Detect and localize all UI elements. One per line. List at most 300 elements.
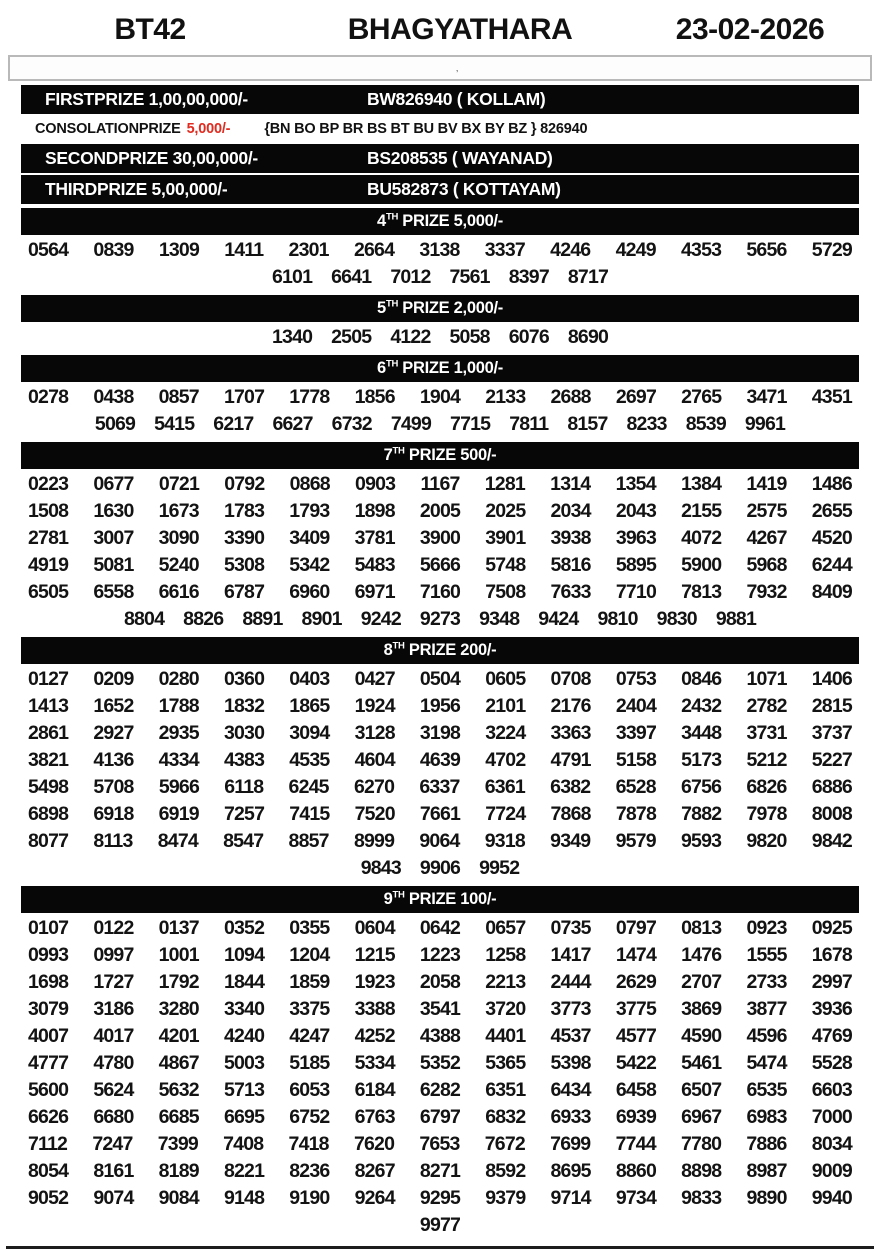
ticket-number: 2629 [615, 971, 656, 993]
ticket-number: 0137 [158, 917, 199, 939]
ticket-number: 7620 [353, 1133, 395, 1155]
number-row [0, 915, 880, 942]
ticket-number: 2927 [93, 722, 134, 744]
ticket-number: 1652 [93, 695, 134, 717]
ticket-number: 1783 [223, 500, 265, 522]
third-prize-winner: BU582873 ( KOTTAYAM) [367, 179, 561, 199]
ticket-number: 4604 [354, 749, 395, 771]
ticket-number: 9842 [811, 830, 852, 852]
ticket-number: 0352 [223, 917, 265, 939]
number-row [0, 1050, 880, 1077]
ticket-number: 4017 [93, 1025, 134, 1047]
number-row [0, 579, 880, 606]
second-prize-bar [21, 144, 859, 173]
section-header [21, 295, 859, 322]
ticket-number: 1856 [354, 386, 395, 408]
ticket-number: 1215 [354, 944, 395, 966]
ticket-number: 5003 [223, 1052, 265, 1074]
print-speck: ’ [456, 69, 459, 80]
ticket-number: 6752 [289, 1106, 330, 1128]
ticket-number: 0813 [681, 917, 722, 939]
ticket-number: 0642 [419, 917, 461, 939]
ticket-number: 1727 [93, 971, 134, 993]
ticket-number: 8054 [28, 1160, 69, 1182]
ticket-number: 3737 [811, 722, 852, 744]
ticket-number: 4769 [811, 1025, 852, 1047]
ticket-number: 8547 [223, 830, 264, 852]
ticket-number: 6458 [615, 1079, 656, 1101]
consolation-row [21, 116, 859, 142]
ticket-number: 4246 [550, 239, 591, 261]
ticket-number: 3775 [615, 998, 656, 1020]
ticket-number: 9084 [158, 1187, 199, 1209]
consolation-amount: 5,000/- [186, 121, 231, 137]
ticket-number: 1281 [484, 473, 525, 495]
ticket-number: 1865 [289, 695, 330, 717]
ticket-number: 4401 [485, 1025, 526, 1047]
ticket-number: 8860 [615, 1160, 656, 1182]
ticket-number: 5966 [158, 776, 199, 798]
ticket-number: 0127 [28, 668, 69, 690]
ticket-number: 7000 [811, 1106, 852, 1128]
ticket-number: 0993 [28, 944, 69, 966]
ticket-number: 4590 [681, 1025, 722, 1047]
ticket-number: 8161 [93, 1160, 134, 1182]
ticket-number: 8539 [685, 413, 726, 435]
ticket-number: 4007 [28, 1025, 69, 1047]
ticket-number: 5816 [550, 554, 591, 576]
ticket-number: 2133 [485, 386, 526, 408]
number-row [0, 1185, 880, 1212]
ticket-number: 4252 [354, 1025, 395, 1047]
ticket-number: 7811 [509, 413, 549, 435]
ticket-number: 6732 [331, 413, 372, 435]
ticket-number: 6756 [680, 776, 722, 798]
ticket-number: 4334 [158, 749, 199, 771]
ticket-number: 0403 [289, 668, 330, 690]
number-row [0, 774, 880, 801]
ticket-number: 9830 [656, 608, 697, 630]
ticket-number: 5173 [681, 749, 722, 771]
number-row [0, 411, 880, 438]
ticket-number: 9379 [485, 1187, 526, 1209]
ticket-number: 6505 [28, 581, 69, 603]
ticket-number: 0438 [93, 386, 134, 408]
number-row [0, 1104, 880, 1131]
number-row [0, 969, 880, 996]
ticket-number: 9881 [715, 608, 757, 630]
section-title: 4TH PRIZE 5,000/- [377, 211, 503, 230]
number-row [0, 801, 880, 828]
ticket-number: 5900 [681, 554, 722, 576]
section-title: 9TH PRIZE 100/- [383, 889, 497, 908]
ticket-number: 7780 [680, 1133, 722, 1155]
ticket-number: 7672 [484, 1133, 525, 1155]
ticket-number: 4136 [93, 749, 134, 771]
number-row [0, 1023, 880, 1050]
ticket-number: 7661 [419, 803, 461, 825]
ticket-number: 2213 [485, 971, 526, 993]
masthead [0, 10, 880, 52]
ticket-number: 9977 [419, 1214, 461, 1236]
third-prize-bar [21, 175, 859, 204]
ticket-number: 2815 [811, 695, 852, 717]
ticket-number: 3781 [354, 527, 395, 549]
ticket-number: 5748 [485, 554, 526, 576]
ticket-number: 9349 [550, 830, 591, 852]
ticket-number: 5474 [746, 1052, 787, 1074]
section-title: 6TH PRIZE 1,000/- [377, 358, 503, 377]
first-prize-bar [21, 85, 859, 114]
ticket-number: 9009 [811, 1160, 852, 1182]
ticket-number: 5422 [615, 1052, 656, 1074]
ticket-number: 7882 [681, 803, 722, 825]
ticket-number: 0564 [28, 239, 69, 261]
ticket-number: 1707 [223, 386, 265, 408]
ticket-number: 5632 [158, 1079, 199, 1101]
ticket-number: 6245 [288, 776, 329, 798]
ticket-number: 1354 [615, 473, 656, 495]
ticket-number: 2688 [550, 386, 591, 408]
ticket-number: 1309 [158, 239, 199, 261]
ticket-number: 4351 [811, 386, 852, 408]
ticket-number: 3869 [681, 998, 722, 1020]
ticket-number: 5227 [811, 749, 852, 771]
second-prize-label: SECONDPRIZE 30,00,000/- [45, 148, 258, 168]
ticket-number: 1555 [746, 944, 787, 966]
ticket-number: 5483 [354, 554, 395, 576]
ticket-number: 2101 [485, 695, 526, 717]
ticket-number: 9843 [360, 857, 401, 879]
ticket-number: 7257 [223, 803, 265, 825]
ticket-number: 5415 [154, 413, 195, 435]
ticket-number: 0504 [419, 668, 461, 690]
ticket-number: 1923 [354, 971, 395, 993]
number-row [0, 828, 880, 855]
ticket-number: 9295 [419, 1187, 461, 1209]
ticket-number: 8236 [289, 1160, 330, 1182]
ticket-number: 6603 [811, 1079, 852, 1101]
ticket-number: 2301 [288, 239, 329, 261]
section-header [21, 442, 859, 469]
prize-section [0, 886, 880, 1239]
number-row [0, 606, 880, 633]
ticket-number: 0209 [93, 668, 134, 690]
ticket-number: 3186 [93, 998, 134, 1020]
ticket-number: 3030 [223, 722, 265, 744]
ticket-number: 6832 [485, 1106, 526, 1128]
ticket-number: 3388 [354, 998, 395, 1020]
ticket-number: 0846 [681, 668, 722, 690]
section-header [21, 886, 859, 913]
ticket-number: 8826 [183, 608, 224, 630]
ticket-number: 0708 [550, 668, 591, 690]
ticket-number: 1486 [811, 473, 852, 495]
ticket-number: 5069 [94, 413, 136, 435]
ticket-number: 6787 [223, 581, 265, 603]
ticket-number: 1223 [419, 944, 461, 966]
ticket-number: 6217 [213, 413, 254, 435]
ticket-number: 3448 [681, 722, 722, 744]
third-prize-label: THIRDPRIZE 5,00,000/- [45, 179, 228, 199]
ticket-number: 4596 [746, 1025, 787, 1047]
ticket-number: 8267 [354, 1160, 395, 1182]
ticket-number: 9273 [419, 608, 461, 630]
ticket-number: 4383 [223, 749, 265, 771]
ticket-number: 2782 [746, 695, 787, 717]
ticket-number: 9820 [746, 830, 787, 852]
ticket-number: 9961 [744, 413, 786, 435]
consolation-winners: {BN BO BP BR BS BT BU BV BX BY BZ } 826940 [264, 121, 588, 137]
ticket-number: 3079 [28, 998, 69, 1020]
ticket-number: 3337 [484, 239, 525, 261]
ticket-number: 2155 [681, 500, 722, 522]
ticket-number: 0753 [615, 668, 656, 690]
ticket-number: 1411 [224, 239, 264, 261]
ticket-number: 0839 [93, 239, 134, 261]
ticket-number: 6983 [746, 1106, 787, 1128]
section-title: 5TH PRIZE 2,000/- [377, 298, 503, 317]
number-row [0, 324, 880, 351]
ticket-number: 8474 [157, 830, 198, 852]
ticket-number: 3963 [615, 527, 656, 549]
ticket-number: 8695 [550, 1160, 591, 1182]
ticket-number: 5713 [223, 1079, 265, 1101]
ticket-number: 1406 [811, 668, 852, 690]
ticket-number: 8898 [681, 1160, 722, 1182]
ticket-number: 7878 [615, 803, 656, 825]
ticket-number: 1844 [223, 971, 265, 993]
ticket-number: 0868 [289, 473, 330, 495]
ticket-number: 6184 [354, 1079, 395, 1101]
ticket-number: 5308 [223, 554, 265, 576]
ticket-number: 9833 [681, 1187, 722, 1209]
ticket-number: 1340 [271, 326, 313, 348]
ticket-number: 3340 [223, 998, 265, 1020]
ticket-number: 8690 [567, 326, 609, 348]
ticket-number: 0604 [354, 917, 395, 939]
ticket-number: 0355 [289, 917, 330, 939]
ticket-number: 6118 [224, 776, 264, 798]
ticket-number: 1698 [28, 971, 69, 993]
number-row [0, 384, 880, 411]
ticket-number: 4201 [158, 1025, 199, 1047]
ticket-number: 8189 [158, 1160, 199, 1182]
ticket-number: 1167 [420, 473, 460, 495]
ticket-number: 1793 [289, 500, 330, 522]
ticket-number: 3128 [354, 722, 395, 744]
ticket-number: 7744 [615, 1133, 656, 1155]
ticket-number: 8999 [353, 830, 395, 852]
number-row [0, 264, 880, 291]
ticket-number: 0735 [550, 917, 591, 939]
ticket-number: 3198 [419, 722, 461, 744]
ticket-number: 5666 [419, 554, 461, 576]
ticket-number: 9952 [479, 857, 520, 879]
ticket-number: 1859 [289, 971, 330, 993]
ticket-number: 6282 [419, 1079, 461, 1101]
number-row [0, 747, 880, 774]
ticket-number: 9734 [615, 1187, 656, 1209]
ticket-number: 2505 [331, 326, 372, 348]
ticket-number: 6434 [550, 1079, 591, 1101]
prize-sections [0, 208, 880, 1239]
ticket-number: 7932 [746, 581, 787, 603]
ticket-number: 7520 [354, 803, 395, 825]
ticket-number: 2025 [485, 500, 526, 522]
ticket-number: 6685 [158, 1106, 199, 1128]
ticket-number: 8857 [288, 830, 329, 852]
ticket-number: 6507 [681, 1079, 722, 1101]
ticket-number: 8804 [123, 608, 165, 630]
ticket-number: 6939 [615, 1106, 656, 1128]
ticket-number: 0997 [93, 944, 134, 966]
ticket-number: 9190 [289, 1187, 330, 1209]
ticket-number: 6960 [289, 581, 330, 603]
ticket-number: 2765 [681, 386, 722, 408]
ticket-number: 4249 [615, 239, 656, 261]
ticket-number: 4535 [289, 749, 330, 771]
ticket-number: 9242 [360, 608, 401, 630]
ticket-number: 5352 [419, 1052, 461, 1074]
ticket-number: 5240 [158, 554, 199, 576]
lottery-name: BHAGYATHARA [347, 13, 573, 46]
ticket-number: 9148 [223, 1187, 265, 1209]
ticket-number: 2444 [550, 971, 591, 993]
ticket-number: 2404 [615, 695, 656, 717]
ticket-number: 6886 [811, 776, 852, 798]
ticket-number: 4353 [680, 239, 722, 261]
ticket-number: 3877 [746, 998, 787, 1020]
ticket-number: 6053 [289, 1079, 330, 1101]
ticket-number: 9714 [550, 1187, 591, 1209]
ticket-number: 5334 [354, 1052, 395, 1074]
ticket-number: 2575 [746, 500, 787, 522]
ticket-number: 9593 [680, 830, 722, 852]
ticket-number: 4247 [289, 1025, 330, 1047]
ticket-number: 1778 [289, 386, 330, 408]
ticket-number: 3397 [615, 722, 656, 744]
ticket-number: 7012 [390, 266, 431, 288]
ticket-number: 0797 [615, 917, 656, 939]
ticket-number: 1476 [681, 944, 722, 966]
number-row [0, 237, 880, 264]
ticket-number: 7160 [419, 581, 461, 603]
prize-section [0, 208, 880, 291]
ticket-number: 5158 [615, 749, 656, 771]
ticket-number: 7978 [746, 803, 787, 825]
ticket-number: 6270 [353, 776, 395, 798]
ticket-number: 6826 [746, 776, 787, 798]
ticket-number: 3773 [550, 998, 591, 1020]
ticket-number: 5058 [449, 326, 490, 348]
ticket-number: 6919 [158, 803, 199, 825]
number-row [0, 471, 880, 498]
ticket-number: 3936 [811, 998, 852, 1020]
ticket-number: 5342 [289, 554, 330, 576]
ticket-number: 6898 [28, 803, 69, 825]
ticket-number: 0605 [485, 668, 526, 690]
empty-strip [8, 55, 872, 81]
number-row [0, 525, 880, 552]
ticket-number: 7508 [485, 581, 526, 603]
ticket-number: 2664 [353, 239, 395, 261]
ticket-number: 4240 [223, 1025, 265, 1047]
ticket-number: 2176 [550, 695, 591, 717]
ticket-number: 0677 [93, 473, 134, 495]
ticket-number: 0280 [158, 668, 199, 690]
ticket-number: 8717 [567, 266, 609, 288]
ticket-number: 1508 [28, 500, 69, 522]
ticket-number: 8891 [242, 608, 283, 630]
ticket-number: 5729 [811, 239, 852, 261]
ticket-number: 0360 [223, 668, 265, 690]
ticket-number: 5365 [485, 1052, 526, 1074]
ticket-number: 8901 [301, 608, 342, 630]
section-header [21, 208, 859, 235]
ticket-number: 4537 [550, 1025, 591, 1047]
ticket-number: 8034 [811, 1133, 852, 1155]
ticket-number: 7561 [449, 266, 490, 288]
ticket-number: 6528 [615, 776, 656, 798]
ticket-number: 2935 [158, 722, 199, 744]
ticket-number: 3731 [746, 722, 787, 744]
prize-section [0, 637, 880, 882]
ticket-number: 4267 [746, 527, 787, 549]
ticket-number: 1792 [158, 971, 199, 993]
number-row [0, 942, 880, 969]
ticket-number: 0857 [158, 386, 199, 408]
ticket-number: 6535 [746, 1079, 787, 1101]
ticket-number: 4791 [550, 749, 591, 771]
ticket-number: 9940 [811, 1187, 852, 1209]
prize-section [0, 355, 880, 438]
prize-section [0, 295, 880, 351]
section-title: 7TH PRIZE 500/- [383, 445, 497, 464]
ticket-number: 9264 [354, 1187, 395, 1209]
ticket-number: 3363 [550, 722, 591, 744]
ticket-number: 4122 [390, 326, 431, 348]
ticket-number: 3901 [485, 527, 526, 549]
ticket-number: 2432 [681, 695, 722, 717]
ticket-number: 2034 [550, 500, 591, 522]
ticket-number: 1314 [550, 473, 591, 495]
first-prize-label: FIRSTPRIZE 1,00,00,000/- [45, 89, 248, 109]
ticket-number: 1094 [223, 944, 265, 966]
ticket-number: 1832 [223, 695, 265, 717]
ticket-number: 1258 [485, 944, 526, 966]
number-row [0, 552, 880, 579]
ticket-number: 9348 [479, 608, 520, 630]
ticket-number: 4867 [158, 1052, 199, 1074]
ticket-number: 1788 [158, 695, 199, 717]
ticket-number: 6076 [508, 326, 549, 348]
ticket-number: 3900 [419, 527, 461, 549]
number-row [0, 1131, 880, 1158]
ticket-number: 1001 [158, 944, 199, 966]
ticket-number: 0721 [158, 473, 199, 495]
ticket-number: 4780 [93, 1052, 134, 1074]
ticket-number: 6680 [93, 1106, 134, 1128]
ticket-number: 0122 [93, 917, 134, 939]
number-row [0, 996, 880, 1023]
ticket-number: 7499 [390, 413, 432, 435]
ticket-number: 4702 [485, 749, 526, 771]
ticket-number: 6361 [484, 776, 525, 798]
ticket-number: 2697 [615, 386, 656, 408]
ticket-number: 5081 [93, 554, 134, 576]
second-prize-winner: BS208535 ( WAYANAD) [367, 148, 553, 168]
